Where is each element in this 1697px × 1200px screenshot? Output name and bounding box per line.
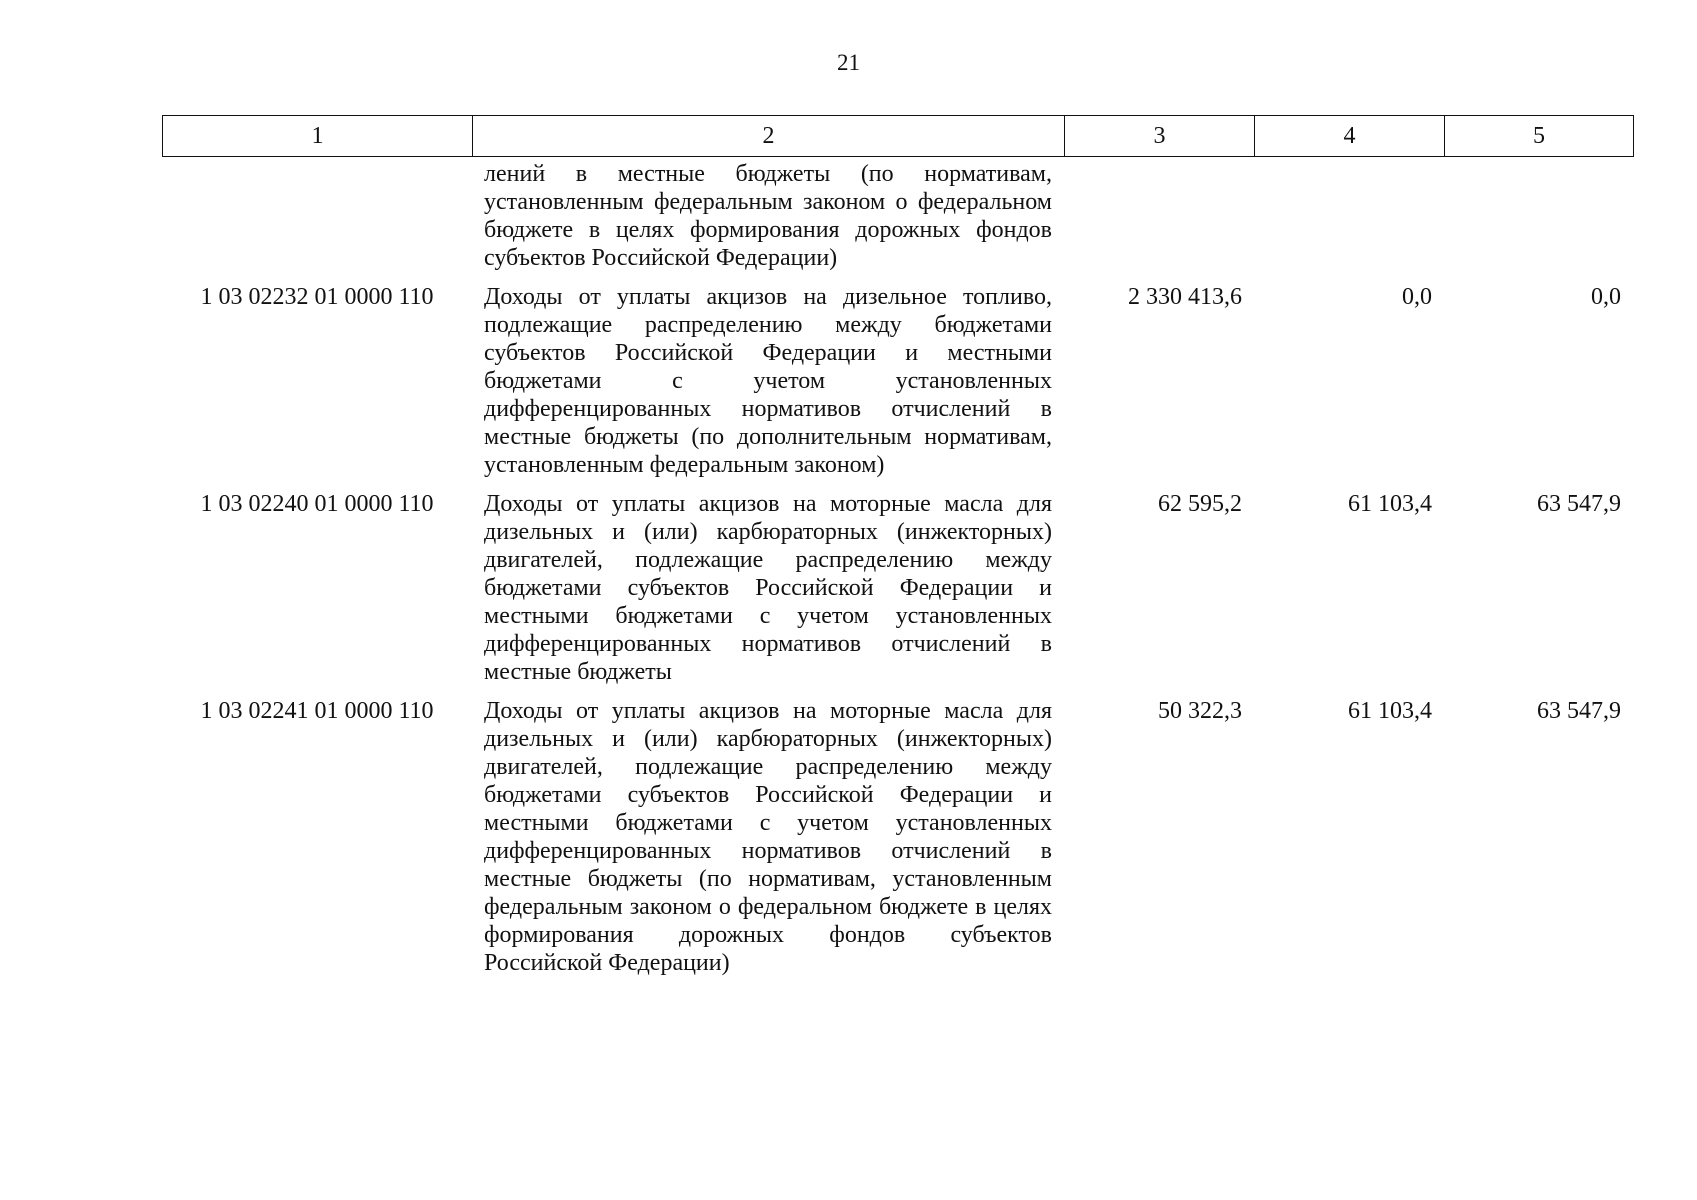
row-code [162,160,472,283]
page-number: 21 [837,50,860,75]
row-description: Доходы от уплаты акцизов на моторные масла для дизельных и (или) карбюраторных (инжекторных) двигателей, подлежащие распределению между бюджетами субъектов Российской Федерации и местными бюджетами с учетом установленных дифференцированных нормативов отчислений в местные бюджеты (по нормативам, установленным федеральным законом о федеральном бюджете в целях формирования дорожных фондов субъектов Российской Федерации) [484,698,1052,976]
row-code: 1 03 02241 01 0000 110 [200,698,434,724]
row-value-col3: 2 330 413,6 [1128,284,1242,310]
row-value-col3: 62 595,2 [1158,491,1242,517]
table-header [162,115,1634,157]
column-header-2: 2 [473,116,1065,157]
row-description: Доходы от уплаты акцизов на моторные масла для дизельных и (или) карбюраторных (инжекторных) двигателей, подлежащие распределению между бюджетами субъектов Российской Федерации и местными бюджетами с учетом установленных дифференцированных нормативов отчислений в местные бюджеты [484,491,1052,685]
row-value-col4: 61 103,4 [1348,698,1432,724]
row-value-col3 [1064,160,1254,283]
column-header-5: 5 [1445,116,1634,157]
header-row [163,116,1634,157]
column-header-3: 3 [1065,116,1255,157]
table-row [162,283,1633,490]
row-description: лений в местные бюджеты (по нормативам, установленным федеральным законом о федеральном бюджете в целях формирования дорожных фондов субъектов Российской Федерации) [484,161,1052,271]
row-description: Доходы от уплаты акцизов на дизельное топливо, подлежащие распределению между бюджетами субъектов Российской Федерации и местными бюджетами с учетом установленных дифференцированных нормативов отчислений в местные бюджеты (по дополнительным нормативам, установленным федеральным законом) [484,284,1052,478]
table-row [162,697,1633,977]
row-value-col4 [1254,160,1444,283]
column-header-1: 1 [163,116,473,157]
table-body [162,160,1633,977]
table-row [162,160,1633,283]
table-row [162,490,1633,697]
row-value-col3: 50 322,3 [1158,698,1242,724]
row-value-col5 [1444,160,1633,283]
row-code: 1 03 02232 01 0000 110 [200,284,434,310]
row-value-col4: 61 103,4 [1348,491,1432,517]
row-value-col5: 63 547,9 [1537,491,1621,517]
column-header-4: 4 [1255,116,1445,157]
row-code: 1 03 02240 01 0000 110 [200,491,434,517]
row-value-col4: 0,0 [1402,284,1432,310]
row-value-col5: 0,0 [1591,284,1621,310]
row-value-col5: 63 547,9 [1537,698,1621,724]
